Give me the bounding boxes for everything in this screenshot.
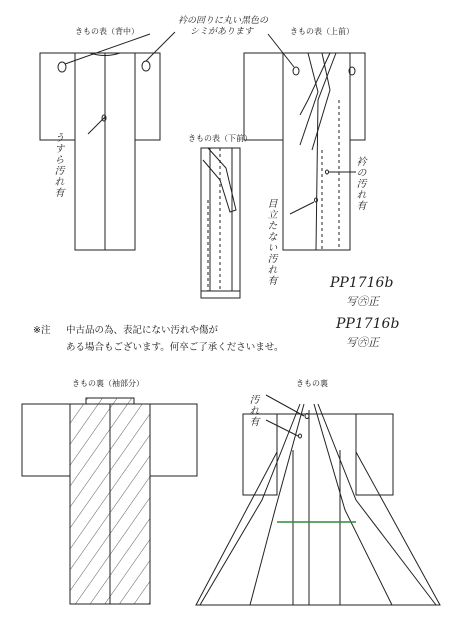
label-kimono-front-upper: きもの表（上前） (290, 27, 354, 36)
label-kimono-back-outer: きもの表（背中） (75, 27, 139, 36)
stain-spot (58, 62, 66, 72)
note-collar-stain: 衿の汚れ有 (354, 156, 365, 211)
stain-spot (293, 67, 299, 75)
notice-line-1: 中古品の為、表記にない汚れや傷が (66, 325, 219, 336)
stain-spot (315, 198, 318, 202)
note-faint-stain: うすら汚れ有 (52, 132, 63, 198)
label-kimono-lining-sleeve: きもの裏（袖部分） (72, 379, 144, 388)
stain-spot (142, 61, 150, 71)
note-lining-stain: 汚れ有 (247, 394, 258, 427)
label-kimono-front-lower: きもの表（下前） (188, 134, 252, 143)
product-code-1: PP1716b (330, 275, 394, 291)
stain-spot (326, 170, 329, 174)
kimono-front-lower-figure (201, 148, 240, 298)
kimono-lining-sleeve-figure (22, 398, 197, 604)
note-unnoticeable-stain: 目立たない汚れ有 (265, 198, 276, 286)
note-stain-spots-line2: シミがあります (190, 27, 254, 37)
stamp-2: 写㊅正 (346, 336, 379, 349)
product-code-2: PP1716b (336, 316, 400, 332)
stamp-1: 写㊅正 (346, 295, 379, 308)
label-kimono-lining: きもの裏 (296, 379, 328, 388)
notice-line-2: ある場合もございます。何卒ご了承くださいませ。 (66, 342, 284, 353)
kimono-front-upper-figure (244, 34, 365, 250)
stain-spot (299, 434, 302, 438)
notice-prefix: ※注 (33, 325, 51, 336)
kimono-lining-figure (196, 395, 440, 605)
note-stain-spots-line1: 衿の回りに丸い黒色の (178, 16, 269, 26)
